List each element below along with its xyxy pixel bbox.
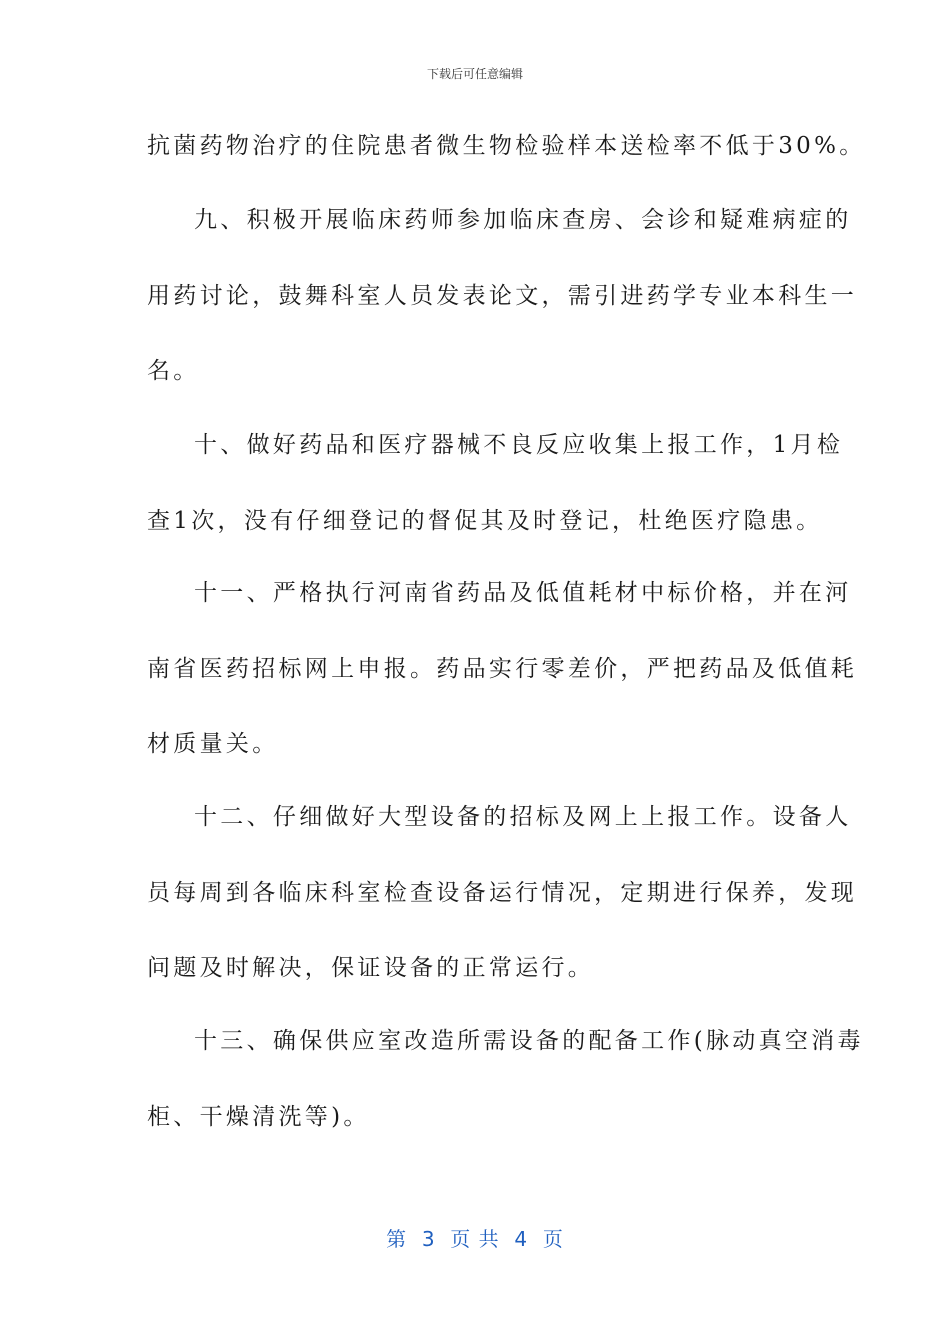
paragraph-line: 员每周到各临床科室检查设备运行情况，定期进行保养，发现 bbox=[147, 880, 858, 906]
paragraph-line: 柜、干燥清洗等)。 bbox=[147, 1104, 370, 1130]
paragraph-line: 查1次，没有仔细登记的督促其及时登记，杜绝医疗隐患。 bbox=[147, 508, 823, 534]
page-number: 第 3 页 共 4 页 bbox=[386, 1227, 564, 1251]
paragraph-line: 用药讨论，鼓舞科室人员发表论文，需引进药学专业本科生一 bbox=[147, 283, 858, 309]
paragraph-line: 南省医药招标网上申报。药品实行零差价，严把药品及低值耗 bbox=[147, 656, 858, 682]
paragraph-line: 十、做好药品和医疗器械不良反应收集上报工作，1月检 bbox=[194, 432, 844, 458]
paragraph-line: 问题及时解决，保证设备的正常运行。 bbox=[147, 955, 595, 981]
paragraph-line: 九、积极开展临床药师参加临床查房、会诊和疑难病症的 bbox=[194, 207, 852, 233]
paragraph-line: 十一、严格执行河南省药品及低值耗材中标价格，并在河 bbox=[194, 580, 852, 606]
paragraph-line: 十三、确保供应室改造所需设备的配备工作(脉动真空消毒 bbox=[194, 1028, 864, 1054]
paragraph-line: 材质量关。 bbox=[147, 731, 279, 757]
header-note: 下载后可任意编辑 bbox=[426, 67, 523, 81]
paragraph-line: 名。 bbox=[147, 358, 200, 384]
paragraph-line: 抗菌药物治疗的住院患者微生物检验样本送检率不低于30%。 bbox=[147, 133, 866, 159]
paragraph-line: 十二、仔细做好大型设备的招标及网上上报工作。设备人 bbox=[194, 804, 852, 830]
